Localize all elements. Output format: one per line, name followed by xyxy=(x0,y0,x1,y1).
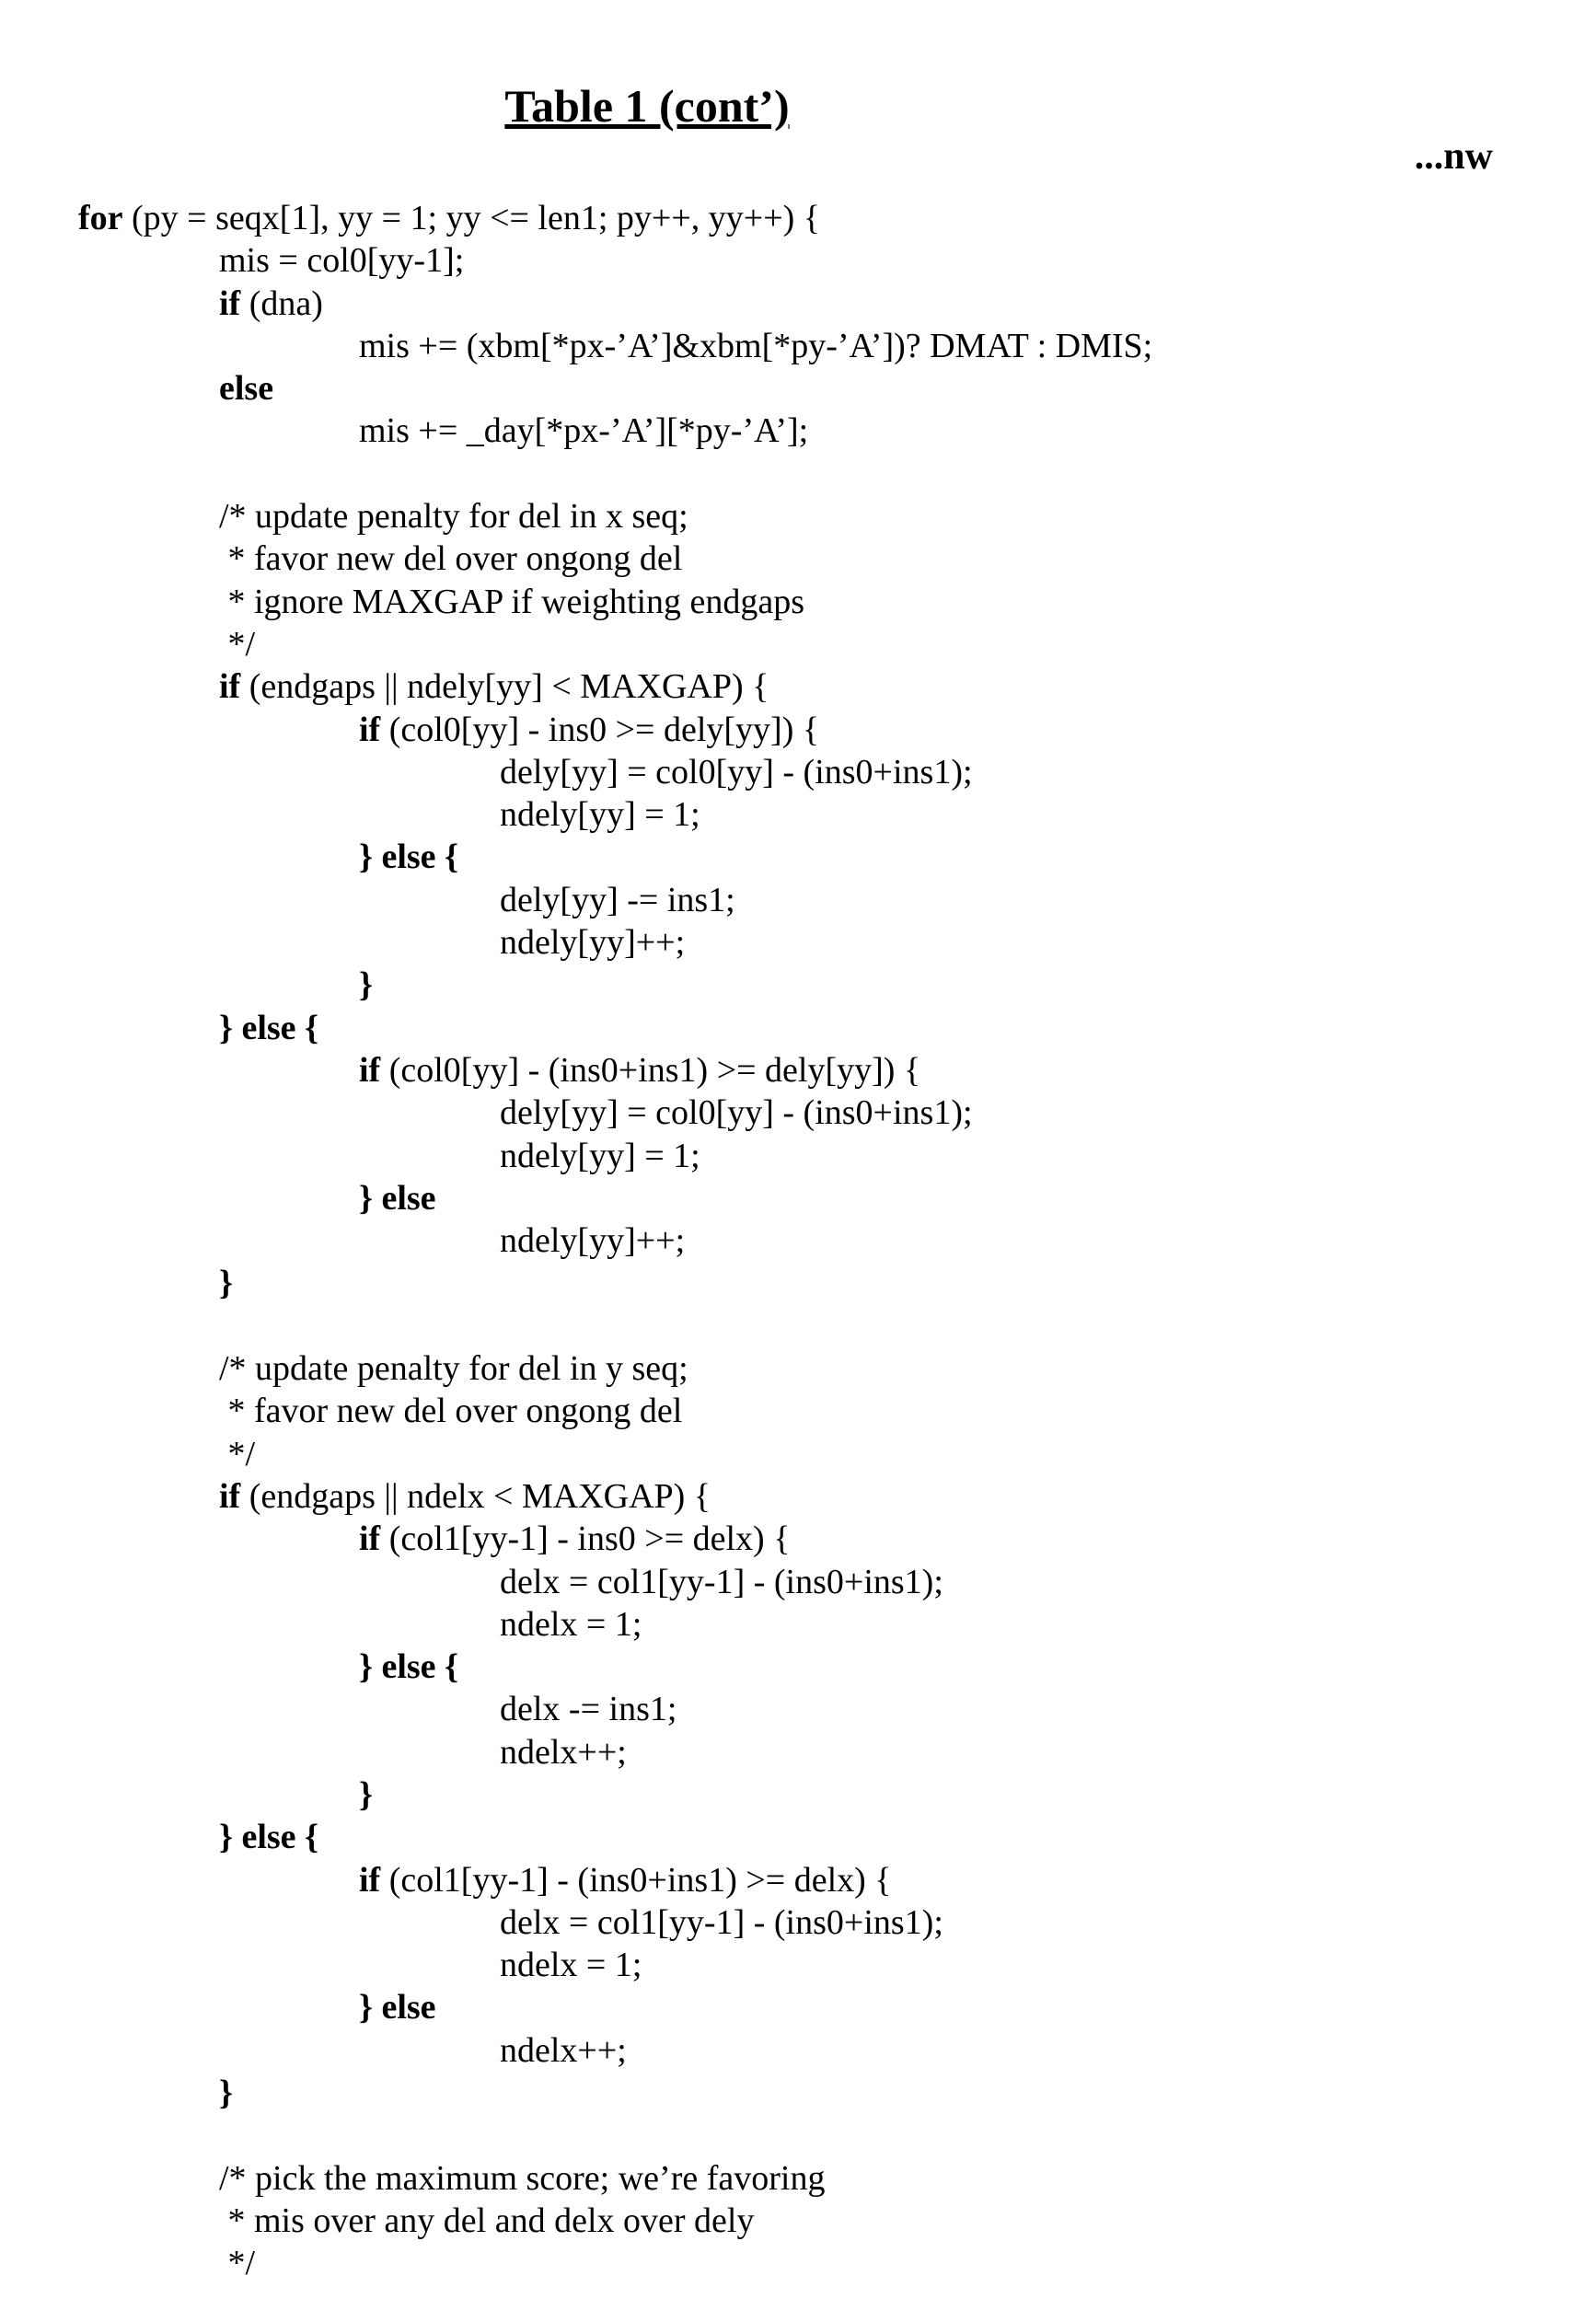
code-line xyxy=(78,239,1152,282)
code-text: * favor new del over ongong del xyxy=(219,539,682,578)
code-keyword: } else { xyxy=(359,1647,458,1686)
code-line xyxy=(78,836,1152,878)
code-line xyxy=(78,751,1152,793)
code-keyword: for xyxy=(78,199,123,237)
code-text: mis += (xbm[*px-’A’]&xbm[*py-’A’])? DMAT : DMIS; xyxy=(359,327,1152,365)
code-line xyxy=(78,1007,1152,1049)
code-text: (py = seqx[1], yy = 1; yy <= len1; py++, yy++) { xyxy=(123,199,821,237)
code-line xyxy=(78,1177,1152,1219)
code-text: delx -= ins1; xyxy=(500,1690,677,1728)
code-text: (endgaps || ndely[yy] < MAXGAP) { xyxy=(240,667,769,706)
code-line xyxy=(78,623,1152,665)
code-line xyxy=(78,367,1152,410)
code-line xyxy=(78,1347,1152,1390)
code-line xyxy=(78,1049,1152,1092)
code-line xyxy=(78,453,1152,495)
code-line xyxy=(78,2072,1152,2114)
code-text: dely[yy] = col0[yy] - (ins0+ins1); xyxy=(500,753,973,791)
code-line xyxy=(78,1603,1152,1646)
code-line xyxy=(78,1518,1152,1560)
code-keyword: } xyxy=(219,2074,233,2112)
code-keyword: if xyxy=(219,1477,240,1516)
code-text: * ignore MAXGAP if weighting endgaps xyxy=(219,583,804,621)
code-line xyxy=(78,1646,1152,1688)
code-line xyxy=(78,410,1152,452)
code-text: delx = col1[yy-1] - (ins0+ins1); xyxy=(500,1563,943,1601)
code-keyword: } else { xyxy=(219,1009,318,1047)
code-line xyxy=(78,1901,1152,1944)
code-text: mis += _day[*px-’A’][*py-’A’]; xyxy=(359,411,808,450)
code-text: ndelx = 1; xyxy=(500,1605,642,1644)
code-line xyxy=(78,1986,1152,2028)
code-text: ndelx++; xyxy=(500,1733,627,1772)
code-line xyxy=(78,495,1152,537)
code-line xyxy=(78,2200,1152,2242)
code-line xyxy=(78,1944,1152,1986)
code-text: */ xyxy=(219,2244,255,2282)
code-line xyxy=(78,581,1152,623)
code-text: ndely[yy]++; xyxy=(500,1221,685,1260)
code-line xyxy=(78,1561,1152,1603)
code-line xyxy=(78,793,1152,836)
code-text: dely[yy] = col0[yy] - (ins0+ins1); xyxy=(500,1093,973,1132)
code-line xyxy=(78,537,1152,580)
code-text: (col1[yy-1] - (ins0+ins1) >= delx) { xyxy=(380,1861,891,1900)
code-text: */ xyxy=(219,625,255,664)
code-keyword: if xyxy=(219,284,240,323)
code-line xyxy=(78,1475,1152,1518)
code-text: ndelx++; xyxy=(500,2031,627,2070)
code-keyword: if xyxy=(359,1519,380,1558)
code-line xyxy=(78,1816,1152,1858)
code-line xyxy=(78,1731,1152,1773)
code-text: delx = col1[yy-1] - (ins0+ins1); xyxy=(500,1903,943,1942)
code-text: * favor new del over ongong del xyxy=(219,1392,682,1430)
code-text: (endgaps || ndelx < MAXGAP) { xyxy=(240,1477,711,1516)
code-keyword: } xyxy=(359,1775,373,1814)
code-line xyxy=(78,1433,1152,1475)
code-line xyxy=(78,879,1152,921)
code-line xyxy=(78,921,1152,964)
code-text: /* update penalty for del in x seq; xyxy=(219,497,688,536)
code-line xyxy=(78,1262,1152,1304)
code-text: (col0[yy] - (ins0+ins1) >= dely[yy]) { xyxy=(380,1051,920,1090)
code-keyword: } else xyxy=(359,1179,436,1218)
code-line xyxy=(78,665,1152,708)
code-listing xyxy=(78,197,1152,2285)
code-text: dely[yy] -= ins1; xyxy=(500,881,735,919)
code-line xyxy=(78,1688,1152,1730)
code-keyword: } else { xyxy=(359,838,458,876)
code-line xyxy=(78,2029,1152,2072)
code-text: ndely[yy]++; xyxy=(500,923,685,962)
code-line xyxy=(78,1773,1152,1816)
code-text: */ xyxy=(219,1435,255,1473)
code-line xyxy=(78,1859,1152,1901)
code-text: (col0[yy] - ins0 >= dely[yy]) { xyxy=(380,710,819,749)
code-text: ndelx = 1; xyxy=(500,1946,642,1984)
code-keyword: else xyxy=(219,369,273,408)
code-line xyxy=(78,1092,1152,1134)
code-line xyxy=(78,2114,1152,2156)
code-line xyxy=(78,1390,1152,1432)
code-line xyxy=(78,1305,1152,1347)
code-text: /* pick the maximum score; we’re favoring xyxy=(219,2159,825,2198)
code-line xyxy=(78,325,1152,367)
code-line xyxy=(78,2157,1152,2200)
code-line xyxy=(78,709,1152,751)
code-keyword: } else { xyxy=(219,1818,318,1856)
code-text: (col1[yy-1] - ins0 >= delx) { xyxy=(380,1519,790,1558)
section-tag: ...nw xyxy=(1415,134,1493,179)
code-keyword: } xyxy=(359,965,373,1004)
code-line xyxy=(78,283,1152,325)
code-keyword: } else xyxy=(359,1988,436,2027)
code-text: /* update penalty for del in y seq; xyxy=(219,1349,688,1388)
code-keyword: if xyxy=(359,1861,380,1900)
code-text: * mis over any del and delx over dely xyxy=(219,2201,754,2240)
code-text: ndely[yy] = 1; xyxy=(500,1137,700,1175)
code-line xyxy=(78,2242,1152,2284)
code-keyword: if xyxy=(219,667,240,706)
code-line xyxy=(78,1219,1152,1262)
code-text: (dna) xyxy=(240,284,323,323)
table-title: Table 1 (cont’) xyxy=(0,79,1294,133)
code-keyword: } xyxy=(219,1264,233,1302)
code-text: ndely[yy] = 1; xyxy=(500,795,700,834)
code-keyword: if xyxy=(359,1051,380,1090)
code-line xyxy=(78,1135,1152,1177)
code-line xyxy=(78,197,1152,239)
code-text: mis = col0[yy-1]; xyxy=(219,241,464,280)
code-keyword: if xyxy=(359,710,380,749)
code-line xyxy=(78,964,1152,1006)
